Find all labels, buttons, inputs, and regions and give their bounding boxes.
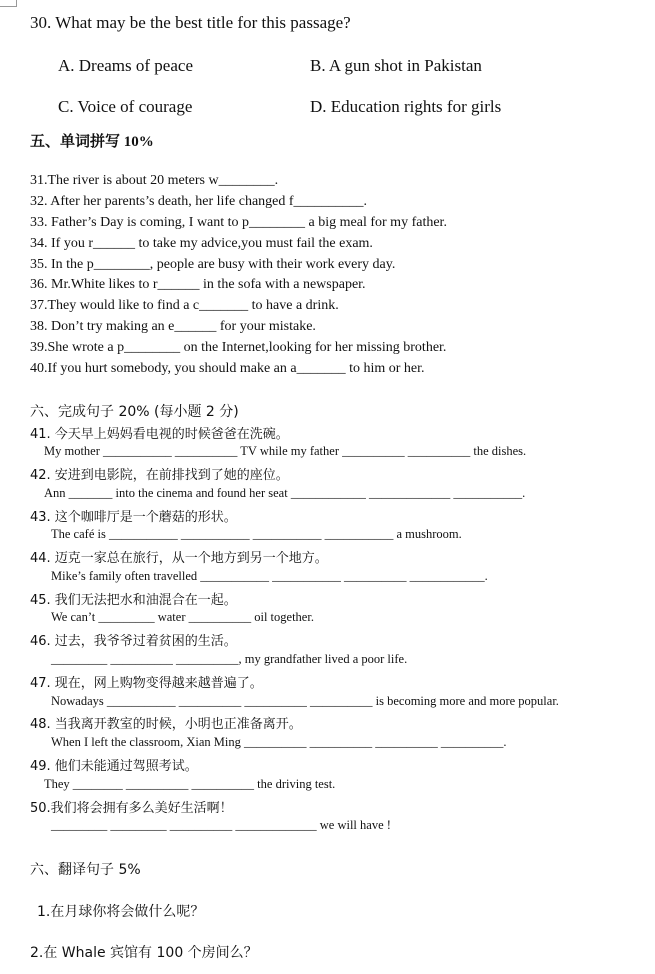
- question-46-english: _________ __________ __________, my grandfather lived a poor life.: [51, 652, 408, 666]
- question-48-chinese: 48. 当我离开教室的时候，小明也正准备离开。: [30, 717, 302, 732]
- question-35: 35. In the p________, people are busy with their work every day.: [30, 257, 396, 272]
- translation-question-1: 1.在月球你将会做什么呢？: [37, 904, 205, 920]
- question-34: 34. If you r______ to take my advice,you must fail the exam.: [30, 236, 373, 251]
- question-40: 40.If you hurt somebody, you should make an a_______ to him or her.: [30, 361, 425, 376]
- question-31: 31.The river is about 20 meters w________.: [30, 173, 279, 188]
- question-47-english: Nowadays ___________ __________ __________ __________ is becoming more and more popular.: [51, 694, 559, 708]
- q30-option-a: A. Dreams of peace: [58, 56, 193, 75]
- page-corner-mark: [0, 0, 17, 7]
- question-43-english: The café is ___________ ___________ ___________ ___________ a mushroom.: [51, 527, 462, 541]
- question-41-chinese: 41. 今天早上妈妈看电视的时候爸爸在洗碗。: [30, 427, 289, 442]
- section-translation-heading: 六、翻译句子 5%: [30, 862, 141, 878]
- question-43-chinese: 43. 这个咖啡厅是一个蘑菇的形状。: [30, 510, 237, 525]
- question-44-chinese: 44. 迈克一家总在旅行，从一个地方到另一个地方。: [30, 551, 328, 566]
- question-49-english: They ________ __________ __________ the driving test.: [44, 777, 336, 791]
- question-41-english: My mother ___________ __________ TV while my father __________ __________ the dishes.: [44, 444, 527, 458]
- question-45-chinese: 45. 我们无法把水和油混合在一起。: [30, 593, 237, 608]
- section-complete-sentences-heading: 六、完成句子 20% (每小题 2 分): [30, 404, 239, 420]
- question-48-english: When I left the classroom, Xian Ming __________ __________ __________ __________.: [51, 735, 507, 749]
- question-47-chinese: 47. 现在，网上购物变得越来越普遍了。: [30, 676, 263, 691]
- q30-question: 30. What may be the best title for this passage?: [30, 13, 351, 32]
- question-49-chinese: 49. 他们未能通过驾照考试。: [30, 759, 198, 774]
- question-50-chinese: 50.我们将会拥有多么美好生活啊！: [30, 801, 233, 816]
- q30-option-c: C. Voice of courage: [58, 97, 193, 116]
- question-42-english: Ann _______ into the cinema and found her seat ____________ _____________ ___________.: [44, 486, 526, 500]
- question-45-english: We can’t _________ water __________ oil together.: [51, 610, 314, 624]
- q30-option-d: D. Education rights for girls: [310, 97, 502, 116]
- question-39: 39.She wrote a p________ on the Internet,looking for her missing brother.: [30, 340, 447, 355]
- question-50-english: _________ _________ __________ _____________ we will have !: [51, 818, 391, 832]
- question-33: 33. Father’s Day is coming, I want to p________ a big meal for my father.: [30, 215, 447, 230]
- translation-question-2: 2.在 Whale 宾馆有 100 个房间么？: [30, 945, 258, 961]
- question-37: 37.They would like to find a c_______ to have a drink.: [30, 298, 339, 313]
- question-36: 36. Mr.White likes to r______ in the sofa with a newspaper.: [30, 277, 366, 292]
- question-42-chinese: 42. 安进到电影院，在前排找到了她的座位。: [30, 468, 289, 483]
- question-32: 32. After her parents’s death, her life changed f__________.: [30, 194, 368, 209]
- section-word-spelling-heading: 五、单词拼写 10%: [30, 134, 154, 150]
- question-38: 38. Don’t try making an e______ for your mistake.: [30, 319, 316, 334]
- question-44-english: Mike’s family often travelled ___________ ___________ __________ ____________.: [51, 569, 488, 583]
- q30-option-b: B. A gun shot in Pakistan: [310, 56, 482, 75]
- question-46-chinese: 46. 过去，我爷爷过着贫困的生活。: [30, 634, 237, 649]
